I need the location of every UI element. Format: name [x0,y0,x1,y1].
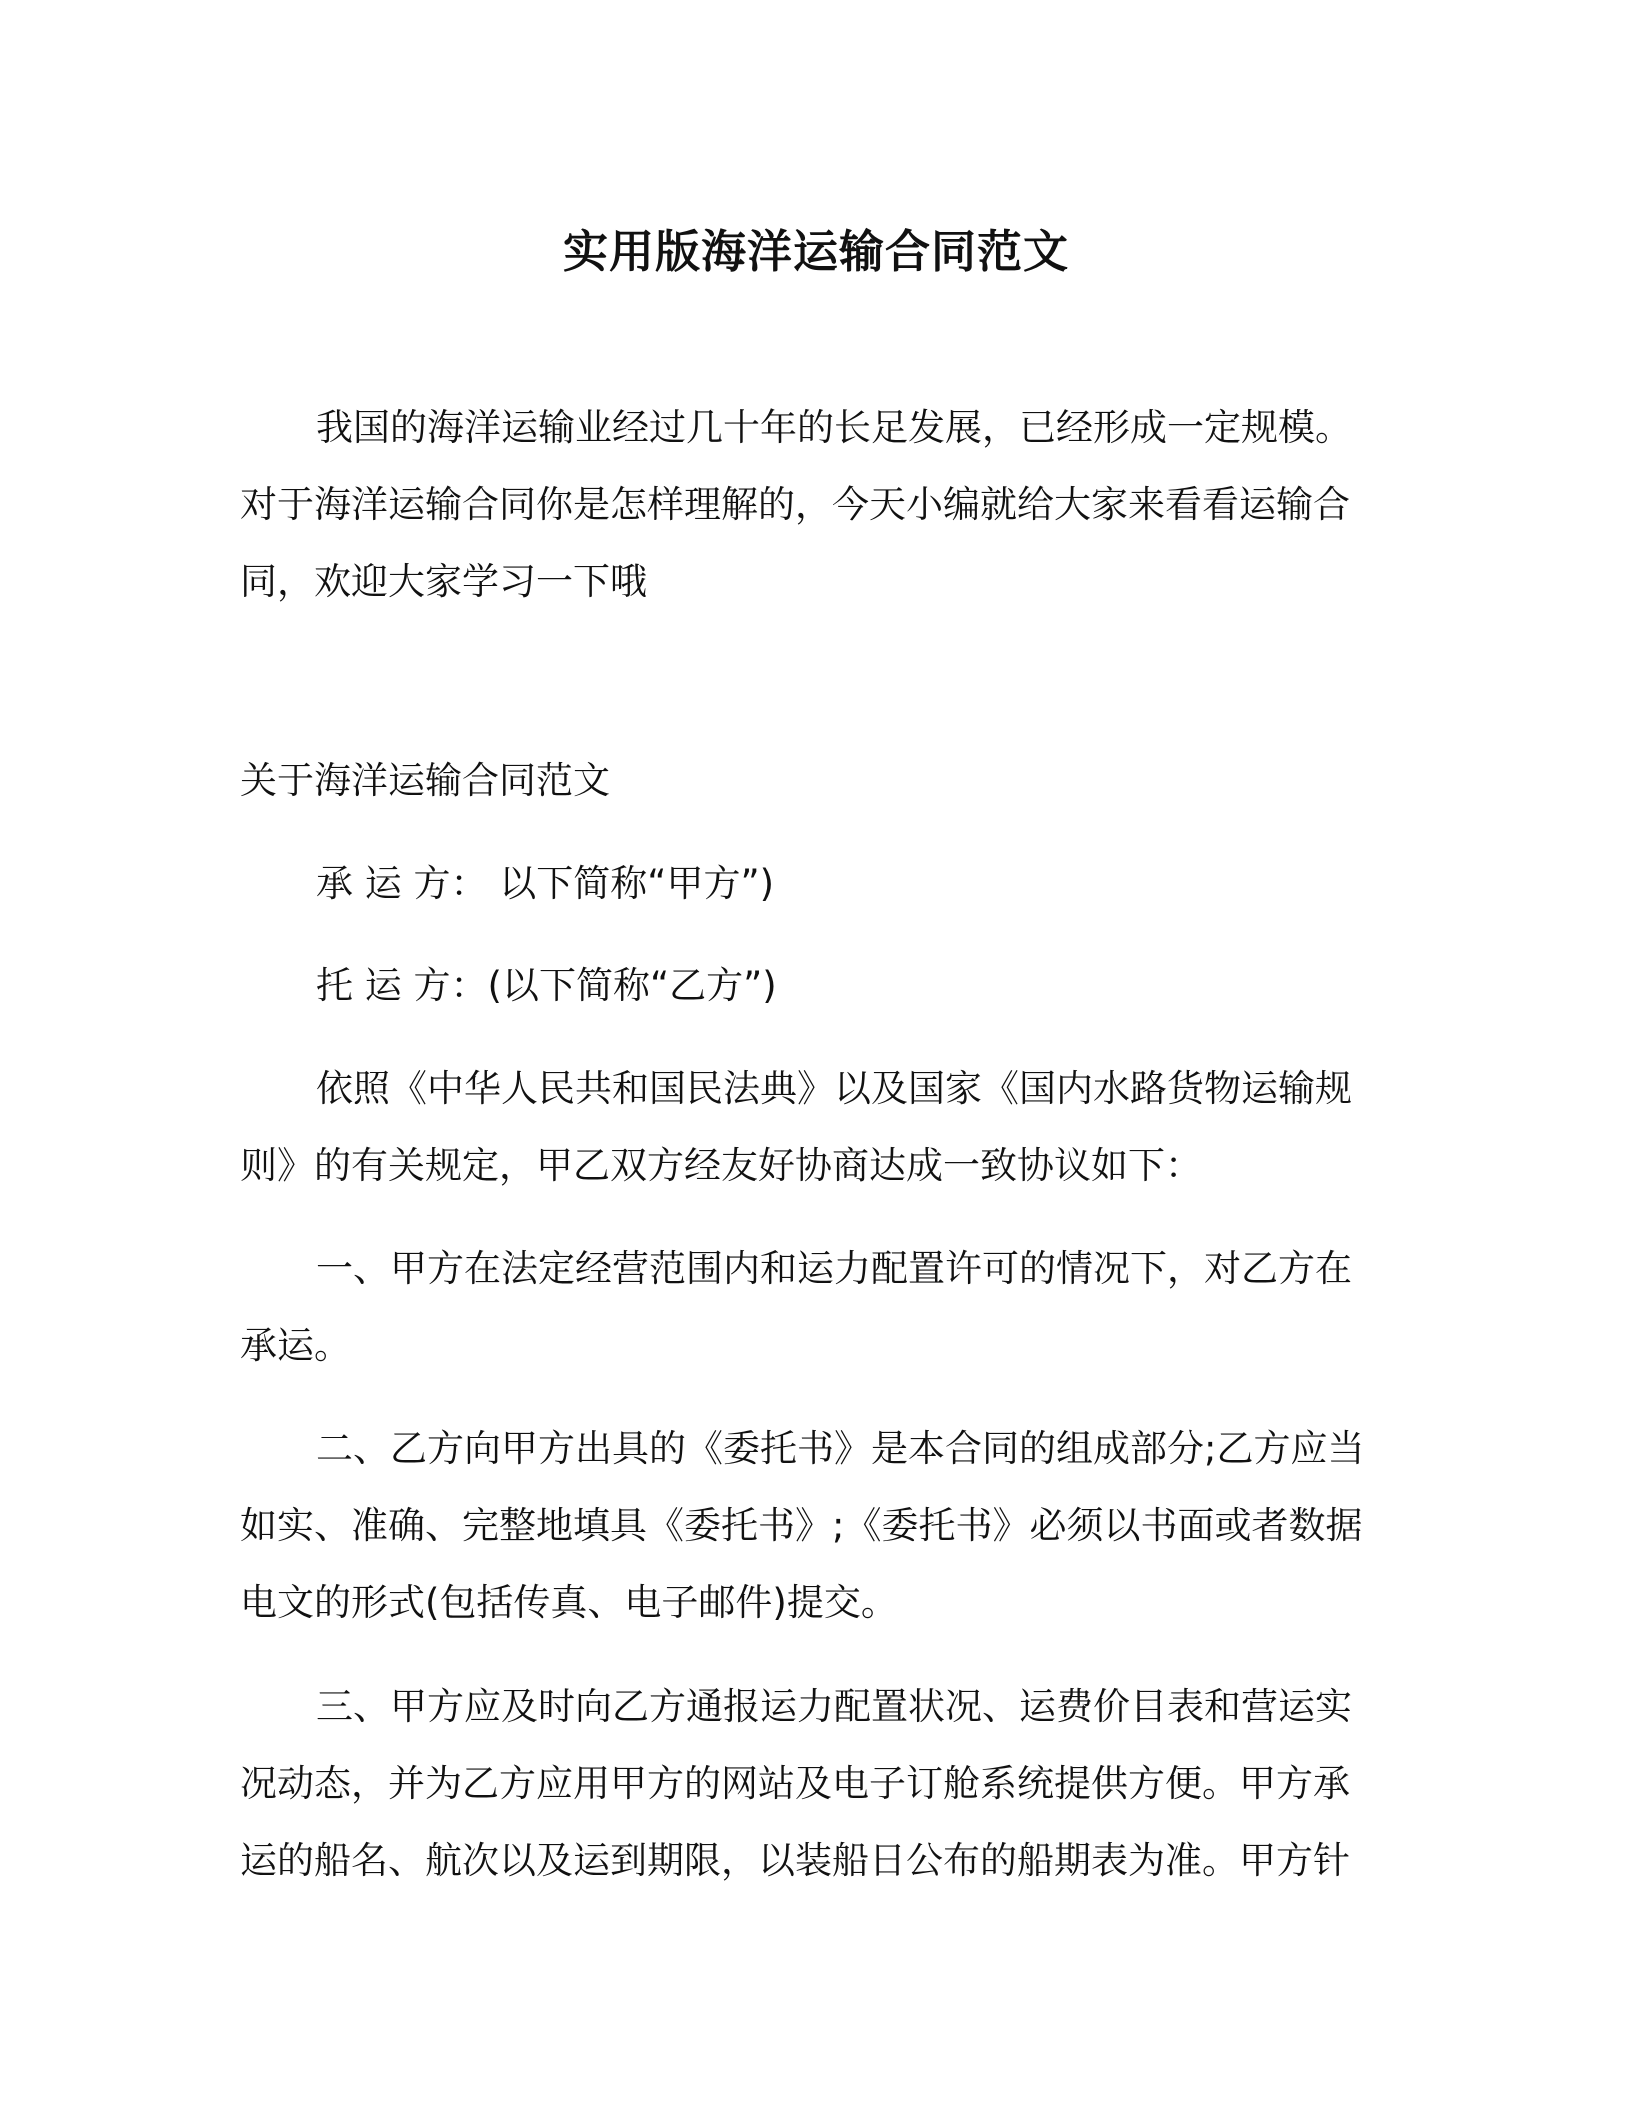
legal-basis-paragraph: 依照《中华人民共和国民法典》以及国家《国内水路货物运输规则》的有关规定，甲乙双方经友好协商达成一致协议如下： [240,1067,1352,1187]
clause-3: 三、甲方应及时向乙方通报运力配置状况、运费价目表和营运实况动态，并为乙方应用甲方的网站及电子订舱系统提供方便。甲方承运的船名、航次以及运到期限，以装船日公布的船期表为准。甲方针 [240,1685,1352,1882]
intro-paragraph: 我国的海洋运输业经过几十年的长足发展，已经形成一定规模。对于海洋运输合同你是怎样理解的，今天小编就给大家来看看运输合同，欢迎大家学习一下哦 [240,406,1352,603]
shipper-line: 托 运 方：(以下简称“乙方”) [316,964,777,1007]
document-title: 实用版海洋运输合同范文 [562,225,1069,278]
clause-2: 二、乙方向甲方出具的《委托书》是本合同的组成部分;乙方应当如实、准确、完整地填具《委托书》;《委托书》必须以书面或者数据电文的形式(包括传真、电子邮件)提交。 [240,1427,1365,1624]
clause-1: 一、甲方在法定经营范围内和运力配置许可的情况下，对乙方在承运。 [240,1247,1352,1367]
carrier-line: 承 运 方： 以下简称“甲方”) [316,862,775,905]
section-heading: 关于海洋运输合同范文 [240,759,610,802]
